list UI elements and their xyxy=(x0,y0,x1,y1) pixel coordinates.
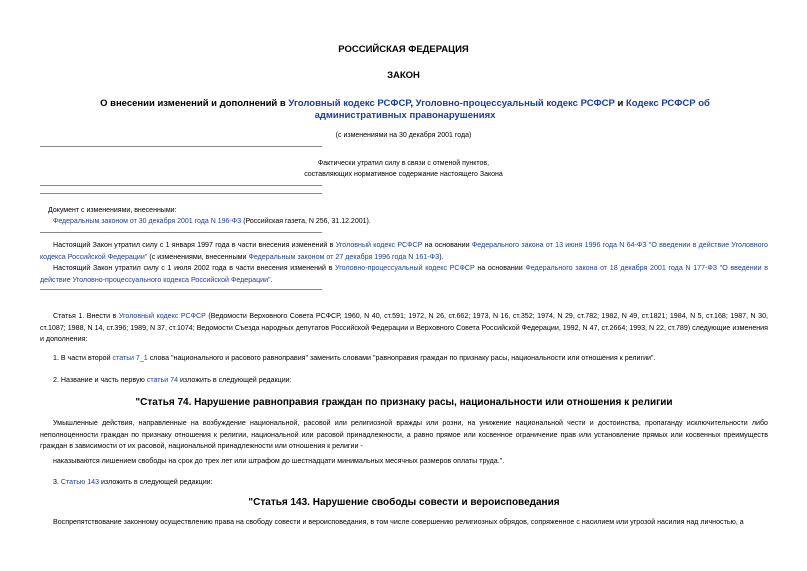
item-2-link[interactable]: статьи 74 xyxy=(146,376,179,384)
item-1 xyxy=(53,353,768,365)
note-2 xyxy=(40,263,768,286)
country-heading: РОССИЙСКАЯ ФЕДЕРАЦИЯ xyxy=(338,44,469,55)
divider xyxy=(40,185,322,186)
note-1-link-amending-law[interactable]: Федеральным законом от 27 декабря 1996 года N 161-ФЗ xyxy=(248,252,440,261)
item-2-text: изложить в следующей редакции: xyxy=(178,376,292,384)
doc-type-heading: ЗАКОН xyxy=(387,70,420,81)
note-1-link-code[interactable]: Уголовный кодекс РСФСР xyxy=(335,241,423,249)
note-2-text: Настоящий Закон утратил силу с 1 июля 2002 года в части внесения изменений в xyxy=(53,264,336,272)
amendment-law-link[interactable]: Федеральным законом от 30 декабря 2001 года N 196-ФЗ xyxy=(53,218,242,225)
article-1 xyxy=(40,311,768,346)
item-1-text: 1. В части второй xyxy=(53,354,113,362)
item-3-text: изложить в следующей редакции: xyxy=(99,478,213,486)
item-1-link[interactable]: статьи 7_1 xyxy=(112,354,148,362)
amendments-label: Документ с изменениями, внесенными: xyxy=(48,207,177,214)
item-3 xyxy=(53,477,768,489)
article-1-text: (Ведомости Верховного Совета РСФСР, 1960, N 40, ст.591; 1972, N 26, ст.662; 1973, N 16, ст.352; 1974, N 29, ст.782; 1982, N 49, ст.1821; 1984, N 5, ст.168; 1987, N 30, ст.1087; 1988, N 14, ст.396; 1989, N 37, ст.1074; Ведомости Съезда народных депутатов Российской Федерации и Верховного Совета Российской Федерации, 1992, N 47, ст.2664; 1993, N 22, ст.789) следующие изменения и дополнения: xyxy=(40,312,768,344)
title-link-criminal-code[interactable]: Уголовный кодекс РСФСР xyxy=(288,98,411,109)
title-and: и xyxy=(614,98,626,109)
article-1-text: Статья 1. Внести в xyxy=(53,312,119,320)
item-2-text: 2. Название и часть первую xyxy=(53,376,147,384)
lost-force-line-1: Фактически утратил силу в связи с отменой пунктов, xyxy=(317,160,490,167)
note-2-text: . xyxy=(270,275,273,284)
note-1-text: (с изменениями, внесенными xyxy=(147,252,249,261)
article-74-paragraph-2: наказываются лишением свободы на срок до трех лет или штрафом до шестнадцати минимальных месячных размеров оплаты труда.". xyxy=(53,457,505,465)
article-143-paragraph-1: Воспрепятствование законному осуществлению права на свободу совести и вероисповедания, в том числе совершению религиозных обрядов, сопряженное с насилием или угрозой насилия над личностью, а xyxy=(53,518,744,526)
divider xyxy=(40,193,322,194)
title-link-criminal-procedure-code[interactable]: Уголовно-процессуальный кодекс РСФСР xyxy=(415,98,615,109)
item-2 xyxy=(53,375,768,387)
title-link-admin-code[interactable]: Кодекс РСФСР об административных правонарушениях xyxy=(314,98,710,121)
note-2-link-code[interactable]: Уголовно-процессуальный кодекс РСФСР xyxy=(335,264,475,272)
item-3-text: 3. xyxy=(53,478,61,486)
item-1-text: слова "национального и расового равноправия" заменить словами "равноправия граждан по признаку расы, национальности или отношения к религии". xyxy=(147,354,656,362)
title-separator: , xyxy=(410,98,416,109)
note-2-text: на основании xyxy=(474,264,526,272)
note-1-text: ). xyxy=(439,252,444,261)
document-title xyxy=(60,98,750,122)
note-1-text: Настоящий Закон утратил силу с 1 января 1997 года в части внесения изменений в xyxy=(53,241,336,249)
note-1-link-law[interactable]: Федерального закона от 13 июня 1996 года N 64-ФЗ "О введении в действие Уголовного кодекса Российской Федерации" xyxy=(40,241,769,261)
note-1-text: на основании xyxy=(422,241,472,249)
note-1 xyxy=(40,240,768,263)
item-3-link[interactable]: Статью 143 xyxy=(60,478,100,486)
amended-note: (с изменениями на 30 декабря 2001 года) xyxy=(335,132,472,139)
article-143-title: "Статья 143. Нарушение свободы совести и вероисповедания xyxy=(248,497,560,508)
note-2-link-law[interactable]: Федерального закона от 18 декабря 2001 года N 177-ФЗ "О введении в действие Уголовно-процессуального кодекса Российской Федерации" xyxy=(40,264,769,284)
article-74-paragraph-1: Умышленные действия, направленные на возбуждение национальной, расовой или религиозной вражды или розни, на унижение национальной чести и достоинства, пропаганду исключительности либо неполноценности граждан по признаку отношения к религии, национальной или расовой принадлежности, а равно прямое или косвенное ограничение прав или установление прямых или косвенных преимуществ граждан в зависимости от их расовой, национальной принадлежности или отношения к религии - xyxy=(40,419,768,451)
article-1-link-code[interactable]: Уголовный кодекс РСФСР xyxy=(118,312,206,320)
divider xyxy=(40,146,322,147)
title-prefix: О внесении изменений и дополнений в xyxy=(100,98,289,109)
amendment-source: (Российская газета, N 256, 31.12.2001). xyxy=(241,218,371,225)
lost-force-line-2: составляющих нормативное содержание настоящего Закона xyxy=(304,171,503,178)
divider xyxy=(40,232,322,233)
amendments-line xyxy=(53,216,753,227)
article-74-title: "Статья 74. Нарушение равноправия граждан по признаку расы, национальности или отношения к религии xyxy=(135,397,673,408)
divider xyxy=(40,289,322,290)
